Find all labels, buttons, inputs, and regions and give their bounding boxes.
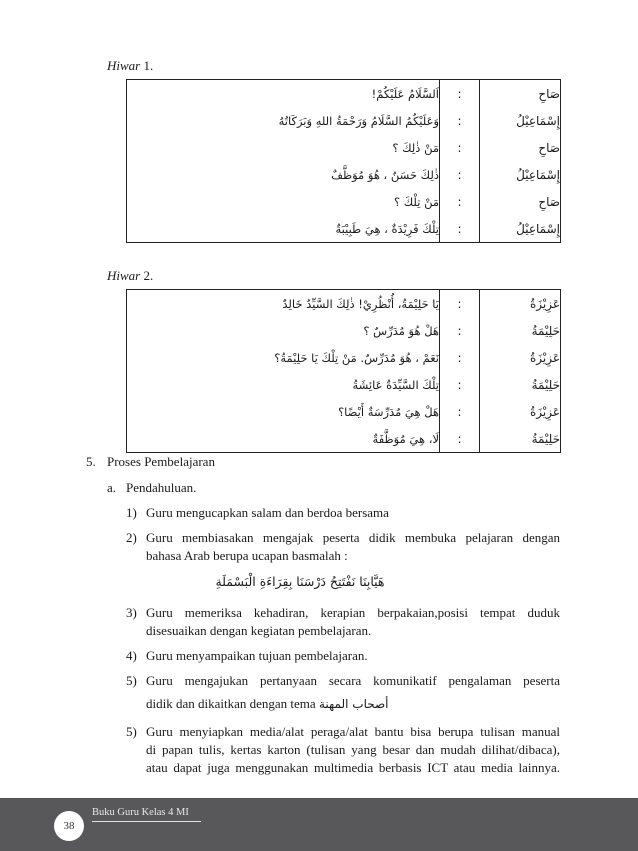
speaker-name: حَلِيْمَةُ [531, 377, 560, 392]
list-item-text: bahasa Arab berupa ucapan basmalah : [146, 548, 348, 563]
dialogue-row [127, 161, 561, 188]
list-item-text: Guru mengucapkan salam dan berdoa bersama [146, 505, 389, 520]
hiwar-1-title [107, 58, 153, 74]
dialogue-colon: : [440, 134, 480, 161]
dialogue-colon: : [440, 317, 480, 344]
dialogue-row [127, 371, 561, 398]
dialogue-colon: : [440, 344, 480, 371]
dialogue-colon: : [440, 161, 480, 188]
footer-divider [92, 821, 201, 822]
dialogue-sentence: يَا حَلِيْمَةُ، أُنْظُرِيْ! ذٰلِكَ السَّيِّدُ خَالِدٌ [282, 296, 439, 311]
dialogue-colon: : [440, 371, 480, 398]
list-item-number: 4) [126, 648, 137, 663]
list-item-text: atau dapat juga menggunakan multimedia berbasis ICT atau media lainnya. [146, 760, 560, 775]
dialogue-row [127, 134, 561, 161]
dialogue-colon: : [440, 290, 480, 318]
list-item-number: 3) [126, 605, 137, 620]
dialogue-colon: : [440, 398, 480, 425]
list-item-number: 5) [126, 724, 137, 739]
dialogue-colon: : [440, 425, 480, 453]
list-item-number: 1) [126, 505, 137, 520]
dialogue-row [127, 398, 561, 425]
dialogue-colon: : [440, 188, 480, 215]
speaker-name: عَزِيْزَةُ [529, 350, 560, 365]
dialogue-row [127, 344, 561, 371]
dialogue-sentence: مَنْ ذٰلِكَ ؟ [392, 140, 439, 155]
list-item-number: 2) [126, 530, 137, 545]
dialogue-colon: : [440, 107, 480, 134]
hiwar-1-table [126, 79, 561, 243]
dialogue-row [127, 215, 561, 243]
subsection-a-letter: a. [107, 480, 117, 495]
hiwar-1-title-label: Hiwar [107, 58, 141, 73]
list-item-text: Guru mengajukan pertanyaan secara komunikatif pengalaman peserta [146, 673, 560, 688]
section-5-title: Proses Pembelajaran [107, 454, 215, 469]
dialogue-sentence: تِلْكَ السَّيِّدَةُ عَائِشَةُ [352, 377, 439, 392]
speaker-name: صَاحِ [538, 140, 560, 155]
dialogue-row [127, 317, 561, 344]
speaker-name: إِسْمَاعِيْلُ [516, 167, 560, 182]
footer-bar [0, 798, 638, 851]
speaker-name: صَاحِ [538, 194, 560, 209]
list-item-text: Guru menyiapkan media/alat peraga/alat bantu bisa berupa tulisan manual [146, 724, 560, 739]
dialogue-sentence: هَلْ هِيَ مُدَرِّسَةٌ أَيْضًا؟ [338, 404, 439, 419]
footer-book-title: Buku Guru Kelas 4 MI [92, 807, 189, 818]
subsection-a-title: Pendahuluan. [126, 480, 197, 495]
list-item-text: disesuaikan dengan kegiatan pembelajaran. [146, 623, 372, 638]
list-item-text-line: didik dan dikaitkan dengan tema [146, 696, 316, 711]
speaker-name: حَلِيْمَةُ [531, 323, 560, 338]
list-item-text: Guru menyampaikan tujuan pembelajaran. [146, 648, 368, 663]
dialogue-row [127, 107, 561, 134]
list-item-text: di papan tulis, kertas karton (tulisan yang besar dan mudah dilihat/dibaca), [146, 742, 560, 757]
dialogue-sentence: تِلْكَ فَرِيْدَةٌ ، هِيَ طَبِيْبَةٌ [335, 221, 439, 236]
dialogue-row [127, 80, 561, 108]
list-item-text: Guru membiasakan mengajak peserta didik membuka pelajaran dengan [146, 530, 560, 545]
hiwar-1-title-number: 1. [140, 58, 154, 73]
dialogue-sentence: ذٰلِكَ حَسَنٌ ، هُوَ مُوَظَّفٌ [331, 167, 439, 182]
dialogue-row [127, 188, 561, 215]
dialogue-colon: : [440, 80, 480, 108]
list-item-text [146, 694, 389, 714]
list-item-number: 5) [126, 673, 137, 688]
speaker-name: إِسْمَاعِيْلُ [516, 221, 560, 236]
dialogue-sentence: هَلْ هُوَ مُدَرِّسٌ ؟ [363, 323, 439, 338]
hiwar-2-title-number: 2. [140, 268, 154, 283]
hiwar-2-title [107, 268, 153, 284]
dialogue-row [127, 290, 561, 318]
hiwar-2-title-label: Hiwar [107, 268, 141, 283]
speaker-name: حَلِيْمَةُ [531, 431, 560, 446]
hiwar-2-table [126, 289, 561, 453]
theme-arabic: أصحاب المهنة [318, 697, 389, 711]
dialogue-colon: : [440, 215, 480, 243]
dialogue-sentence: اَلسَّلَامُ عَلَيْكُمْ! [371, 86, 439, 101]
speaker-name: إِسْمَاعِيْلُ [516, 113, 560, 128]
speaker-name: عَزِيْزَةُ [529, 296, 560, 311]
dialogue-sentence: مَنْ تِلْكَ ؟ [393, 194, 439, 209]
dialogue-row [127, 425, 561, 453]
speaker-name: صَاحِ [538, 86, 560, 101]
list-item-text: Guru memeriksa kehadiran, kerapian berpakaian,posisi tempat duduk [146, 605, 560, 620]
speaker-name: عَزِيْزَةُ [529, 404, 560, 419]
dialogue-sentence: لَا، هِيَ مُوَظَّفَةٌ [372, 431, 439, 446]
page-number: 38 [54, 811, 84, 841]
section-5-number: 5. [86, 454, 96, 469]
dialogue-sentence: نَعَمْ ، هُوَ مُدَرِّسٌ. مَنْ تِلْكَ يَا حَلِيْمَةُ؟ [274, 350, 439, 365]
basmalah-phrase: هَيَّابِنَا نَفْتَتِحُ دَرْسَنَا بِقِرَاءَةِ الْبَسْمَلَةِ [215, 574, 385, 589]
dialogue-sentence: وَعَلَيْكُمُ السَّلَامُ وَرَحْمَةُ اللهِ وَبَرَكَاتُهُ [278, 113, 439, 128]
